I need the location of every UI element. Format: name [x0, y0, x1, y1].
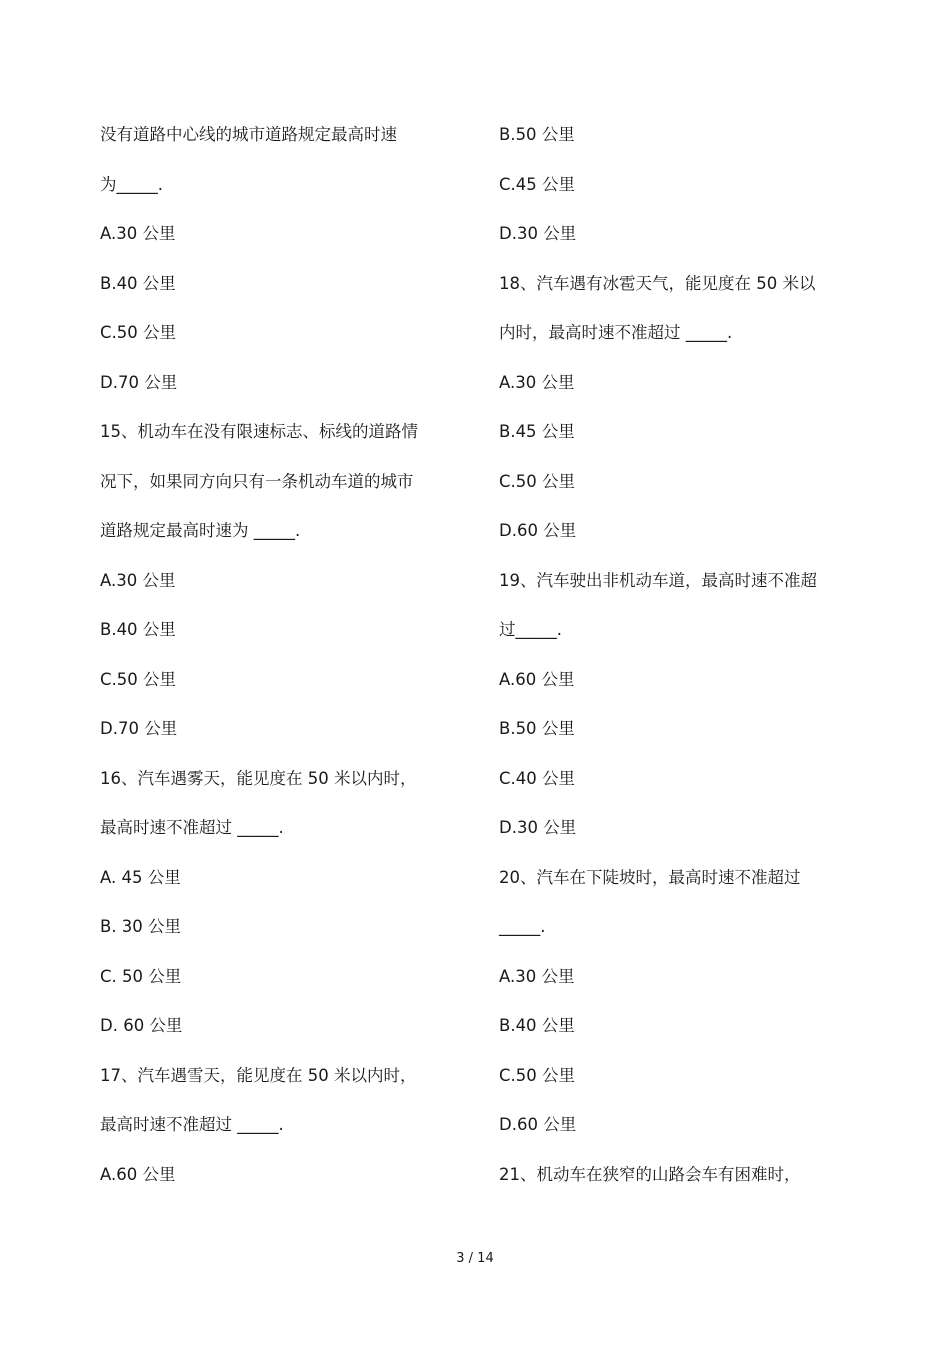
- option-line: B.40 公里: [100, 620, 176, 639]
- option-line: B.40 公里: [499, 1016, 575, 1035]
- option-line: B.50 公里: [499, 719, 575, 738]
- question-line: 20、汽车在下陡坡时，最高时速不准超过: [499, 867, 801, 887]
- option-line: B. 30 公里: [100, 917, 182, 936]
- question-line: 最高时速不准超过 _____.: [100, 1115, 284, 1134]
- text-line: 为_____.: [100, 174, 163, 194]
- option-line: C.50 公里: [100, 323, 177, 342]
- question-line: _____.: [499, 917, 546, 936]
- option-line: D.70 公里: [100, 372, 178, 392]
- question-line: 道路规定最高时速为 _____.: [100, 521, 301, 540]
- option-line: D.30 公里: [499, 224, 577, 243]
- question-line: 18、汽车遇有冰雹天气，能见度在 50 米以: [499, 273, 816, 293]
- left-column: [100, 122, 470, 1211]
- question-line: 16、汽车遇雾天，能见度在 50 米以内时，: [100, 768, 417, 788]
- option-line: A.30 公里: [100, 570, 176, 590]
- option-line: A.30 公里: [100, 224, 176, 243]
- question-line: 内时，最高时速不准超过 _____.: [499, 323, 733, 342]
- option-line: D.30 公里: [499, 818, 577, 837]
- question-line: 过_____.: [499, 620, 562, 639]
- option-line: C. 50 公里: [100, 966, 182, 986]
- right-column: [499, 122, 869, 1211]
- option-line: D.60 公里: [499, 521, 577, 540]
- option-line: C.50 公里: [100, 669, 177, 689]
- option-line: B.50 公里: [499, 125, 575, 144]
- question-line: 21、机动车在狭窄的山路会车有困难时，: [499, 1164, 801, 1184]
- question-line: 19、汽车驶出非机动车道，最高时速不准超: [499, 570, 817, 590]
- option-line: C.45 公里: [499, 174, 576, 194]
- question-line: 最高时速不准超过 _____.: [100, 818, 284, 837]
- option-line: C.40 公里: [499, 768, 576, 788]
- option-line: B.45 公里: [499, 422, 575, 441]
- text-line: 没有道路中心线的城市道路规定最高时速: [100, 125, 397, 144]
- option-line: D.70 公里: [100, 719, 178, 738]
- option-line: A. 45 公里: [100, 867, 181, 887]
- option-line: A.60 公里: [499, 669, 575, 689]
- option-line: B.40 公里: [100, 273, 176, 293]
- option-line: A.30 公里: [499, 372, 575, 392]
- question-line: 17、汽车遇雪天，能见度在 50 米以内时，: [100, 1065, 417, 1085]
- question-line: 况下，如果同方向只有一条机动车道的城市: [100, 471, 414, 491]
- page-number: 3 / 14: [456, 1251, 494, 1266]
- option-line: D. 60 公里: [100, 1016, 183, 1035]
- option-line: A.30 公里: [499, 966, 575, 986]
- question-line: 15、机动车在没有限速标志、标线的道路情: [100, 422, 418, 441]
- option-line: A.60 公里: [100, 1164, 176, 1184]
- option-line: C.50 公里: [499, 1065, 576, 1085]
- option-line: D.60 公里: [499, 1115, 577, 1134]
- option-line: C.50 公里: [499, 471, 576, 491]
